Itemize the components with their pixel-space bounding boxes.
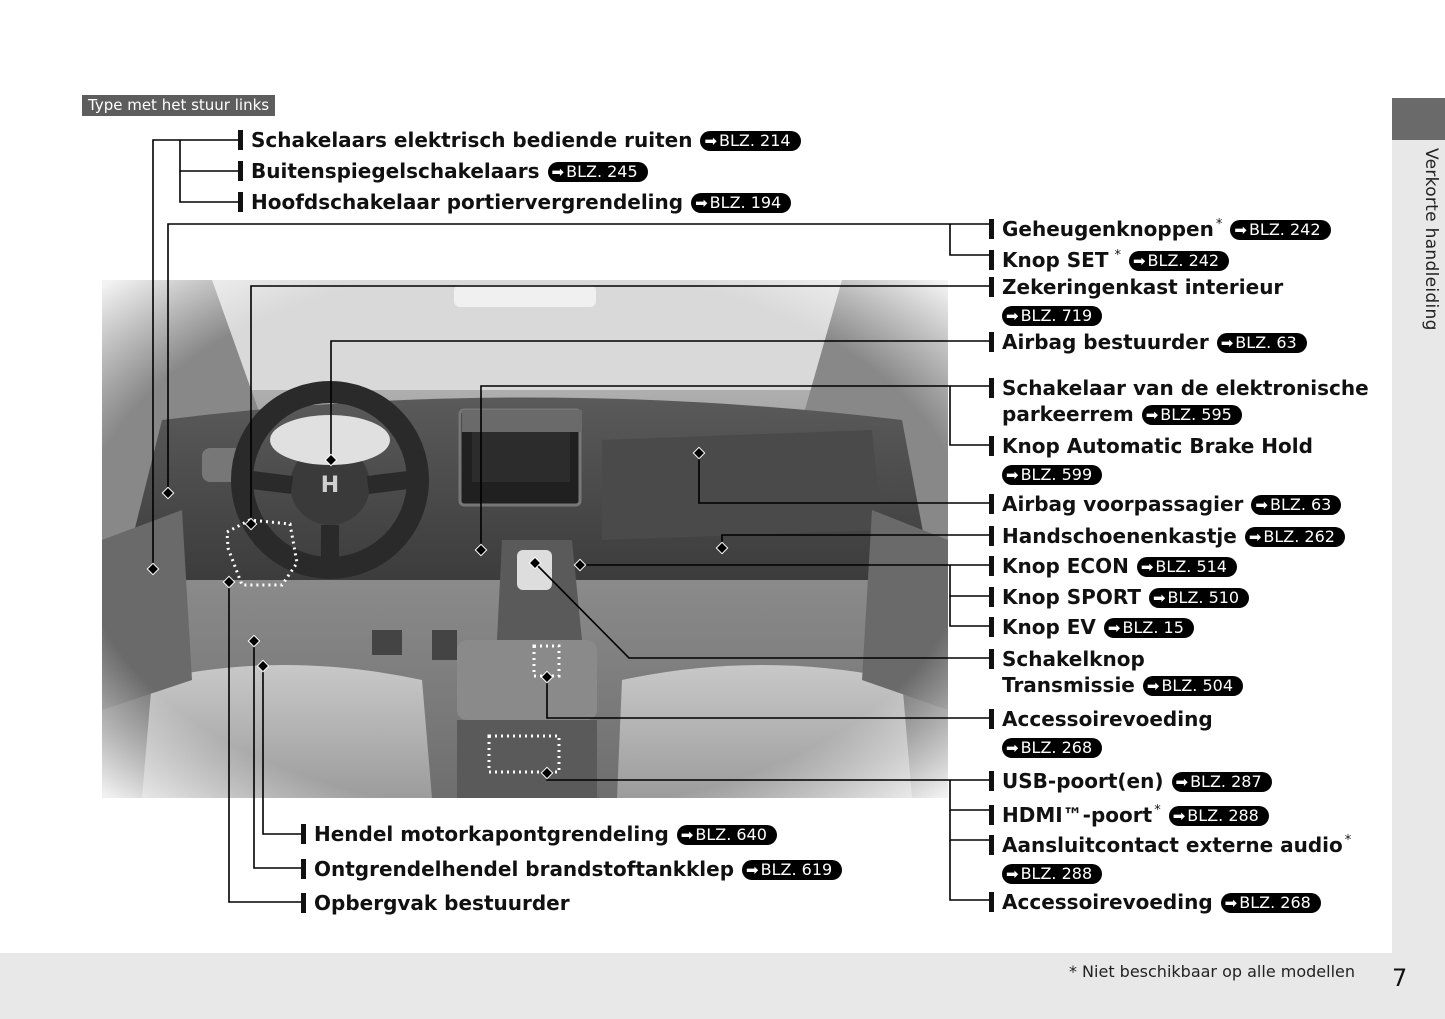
label-text-line2: Transmissie	[1002, 673, 1135, 697]
arrow-right-icon: ➡	[1006, 739, 1019, 757]
page-ref-pill[interactable]	[1230, 220, 1330, 240]
label-fuse-box	[989, 274, 1283, 328]
label-bar	[989, 617, 994, 637]
label-text: Knop SPORT	[1002, 585, 1141, 609]
page-ref: BLZ. 214	[719, 131, 791, 150]
label-set-button	[989, 243, 1229, 273]
arrow-right-icon: ➡	[1006, 865, 1019, 883]
arrow-right-icon: ➡	[1255, 496, 1268, 514]
asterisk: *	[1215, 217, 1223, 232]
label-audio-jack	[989, 828, 1351, 886]
page-ref: BLZ. 262	[1263, 527, 1335, 546]
label-text: Accessoirevoeding	[1002, 707, 1213, 731]
label-door-lock	[238, 189, 791, 215]
label-bar	[989, 892, 994, 912]
label-memory-buttons	[989, 212, 1331, 242]
page-ref-pill[interactable]	[1172, 772, 1272, 792]
page-ref: BLZ. 245	[566, 162, 638, 181]
label-mirror-switches	[238, 158, 648, 184]
label-bar	[989, 250, 994, 270]
page-ref: BLZ. 619	[760, 860, 833, 879]
page-ref-pill[interactable]	[1002, 465, 1102, 485]
label-text: Handschoenenkastje	[1002, 524, 1237, 548]
label-text: Knop ECON	[1002, 554, 1129, 578]
label-text: Hendel motorkapontgrendeling	[314, 822, 669, 846]
arrow-right-icon: ➡	[704, 132, 718, 150]
label-text: Schakelknop	[1002, 647, 1145, 671]
page-ref: BLZ. 194	[709, 193, 782, 212]
page-ref-pill[interactable]	[1245, 527, 1345, 547]
label-text: Airbag bestuurder	[1002, 330, 1209, 354]
label-hood-release	[301, 821, 777, 847]
page-ref-pill[interactable]	[1002, 306, 1102, 326]
arrow-right-icon: ➡	[1132, 252, 1146, 270]
asterisk: *	[1114, 248, 1121, 263]
page-ref-pill[interactable]	[1251, 495, 1341, 515]
page-ref-pill[interactable]	[548, 162, 648, 182]
asterisk: *	[1154, 803, 1161, 818]
label-window-switches	[238, 127, 801, 153]
page-ref-pill[interactable]	[1002, 864, 1102, 884]
page-ref-pill[interactable]	[691, 193, 791, 213]
page-ref: BLZ. 288	[1187, 806, 1259, 825]
label-bar	[989, 494, 994, 514]
page-ref-pill[interactable]	[1104, 618, 1194, 638]
arrow-right-icon: ➡	[1234, 221, 1247, 239]
label-text: Schakelaars elektrisch bediende ruiten	[251, 128, 693, 152]
arrow-right-icon: ➡	[1220, 334, 1234, 352]
label-text: Knop SET	[1002, 248, 1109, 272]
label-bar	[989, 332, 994, 352]
arrow-right-icon: ➡	[1248, 528, 1262, 546]
label-bar	[989, 526, 994, 546]
page-ref: BLZ. 288	[1020, 864, 1093, 883]
arrow-right-icon: ➡	[746, 861, 759, 879]
page-ref-pill[interactable]	[742, 860, 842, 880]
page-ref-pill[interactable]	[1143, 676, 1243, 696]
page-ref-pill[interactable]	[700, 131, 800, 151]
label-bar	[238, 130, 243, 150]
page-ref-pill[interactable]	[1149, 588, 1249, 608]
page-ref-pill[interactable]	[1169, 806, 1269, 826]
page-ref-pill[interactable]	[1002, 738, 1102, 758]
label-bar	[989, 587, 994, 607]
page-ref-pill[interactable]	[677, 825, 777, 845]
label-bar	[989, 378, 994, 398]
label-text: USB-poort(en)	[1002, 769, 1164, 793]
page-ref-pill[interactable]	[1137, 557, 1237, 577]
page-ref: BLZ. 268	[1020, 738, 1093, 757]
arrow-right-icon: ➡	[1146, 677, 1160, 695]
label-text: Ontgrendelhendel brandstoftankklep	[314, 857, 735, 881]
side-chapter-label: Verkorte handleiding	[1421, 148, 1441, 331]
label-bar	[989, 709, 994, 729]
page-ref: BLZ. 287	[1190, 772, 1262, 791]
page-ref: BLZ. 595	[1160, 405, 1232, 424]
arrow-right-icon: ➡	[1152, 589, 1166, 607]
label-fuel-door-release	[301, 856, 842, 882]
label-bar	[989, 771, 994, 791]
label-sport-button	[989, 584, 1249, 610]
label-text-line2: parkeerrem	[1002, 402, 1134, 426]
label-bar	[238, 192, 243, 212]
label-hdmi-port	[989, 798, 1269, 828]
arrow-right-icon: ➡	[695, 194, 708, 212]
label-text: Buitenspiegelschakelaars	[251, 159, 540, 183]
label-text: Aansluitcontact externe audio	[1002, 833, 1343, 857]
arrow-right-icon: ➡	[1006, 307, 1019, 325]
label-glove-box	[989, 523, 1345, 549]
label-bar	[989, 835, 994, 855]
label-text: Zekeringenkast interieur	[1002, 275, 1284, 299]
label-bar	[989, 436, 994, 456]
label-passenger-airbag	[989, 491, 1341, 517]
label-text: Accessoirevoeding	[1002, 890, 1213, 914]
label-bar	[989, 219, 994, 239]
label-bar	[301, 859, 306, 879]
label-shift-button	[989, 646, 1243, 698]
page-ref: BLZ. 640	[695, 825, 767, 844]
asterisk: *	[1344, 833, 1352, 848]
label-driver-airbag	[989, 329, 1307, 355]
page-ref: BLZ. 242	[1248, 220, 1321, 239]
page-ref-pill[interactable]	[1142, 405, 1242, 425]
arrow-right-icon: ➡	[1224, 894, 1238, 912]
page-ref: BLZ. 242	[1147, 251, 1220, 270]
page-number: 7	[1392, 964, 1408, 992]
label-bar	[238, 161, 243, 181]
arrow-right-icon: ➡	[1175, 773, 1189, 791]
label-econ-button	[989, 553, 1237, 579]
footnote: * Niet beschikbaar op alle modellen	[1068, 962, 1355, 981]
page-ref: BLZ. 268	[1239, 893, 1311, 912]
label-bar	[301, 824, 306, 844]
page-ref: BLZ. 15	[1122, 618, 1184, 637]
page-ref-pill[interactable]	[1217, 333, 1307, 353]
label-driver-storage	[301, 890, 570, 916]
section-type-badge: Type met het stuur links	[82, 95, 275, 116]
page-ref: BLZ. 63	[1235, 333, 1297, 352]
arrow-right-icon: ➡	[1140, 558, 1154, 576]
label-bar	[989, 556, 994, 576]
label-text: Opbergvak bestuurder	[314, 891, 570, 915]
label-text: Airbag voorpassagier	[1002, 492, 1244, 516]
page-ref-pill[interactable]	[1221, 893, 1321, 913]
arrow-right-icon: ➡	[1107, 619, 1121, 637]
label-bar	[989, 649, 994, 669]
page-ref: BLZ. 719	[1020, 306, 1093, 325]
page-ref: BLZ. 599	[1020, 465, 1093, 484]
label-accessory-power-2	[989, 889, 1321, 915]
label-bar	[989, 805, 994, 825]
label-text: Knop EV	[1002, 615, 1096, 639]
label-text: Knop Automatic Brake Hold	[1002, 434, 1313, 458]
label-text: Hoofdschakelaar portiervergrendeling	[251, 190, 684, 214]
arrow-right-icon: ➡	[1006, 466, 1019, 484]
label-ev-button	[989, 614, 1194, 640]
label-usb-ports	[989, 768, 1272, 794]
arrow-right-icon: ➡	[680, 826, 694, 844]
label-text: Geheugenknoppen	[1002, 217, 1214, 241]
label-accessory-power-1	[989, 706, 1213, 760]
page-ref: BLZ. 504	[1161, 676, 1234, 695]
arrow-right-icon: ➡	[1145, 406, 1159, 424]
label-text: Schakelaar van de elektronische	[1002, 376, 1369, 400]
page-ref: BLZ. 63	[1269, 495, 1332, 514]
page-ref-pill[interactable]	[1129, 251, 1229, 271]
page-ref: BLZ. 510	[1167, 588, 1240, 607]
arrow-right-icon: ➡	[1172, 807, 1186, 825]
label-bar	[989, 277, 994, 297]
label-text: HDMI™-poort	[1002, 803, 1153, 827]
label-brake-hold	[989, 433, 1313, 487]
label-bar	[301, 893, 306, 913]
label-parking-brake	[989, 375, 1369, 427]
arrow-right-icon: ➡	[551, 163, 565, 181]
page-ref: BLZ. 514	[1155, 557, 1227, 576]
